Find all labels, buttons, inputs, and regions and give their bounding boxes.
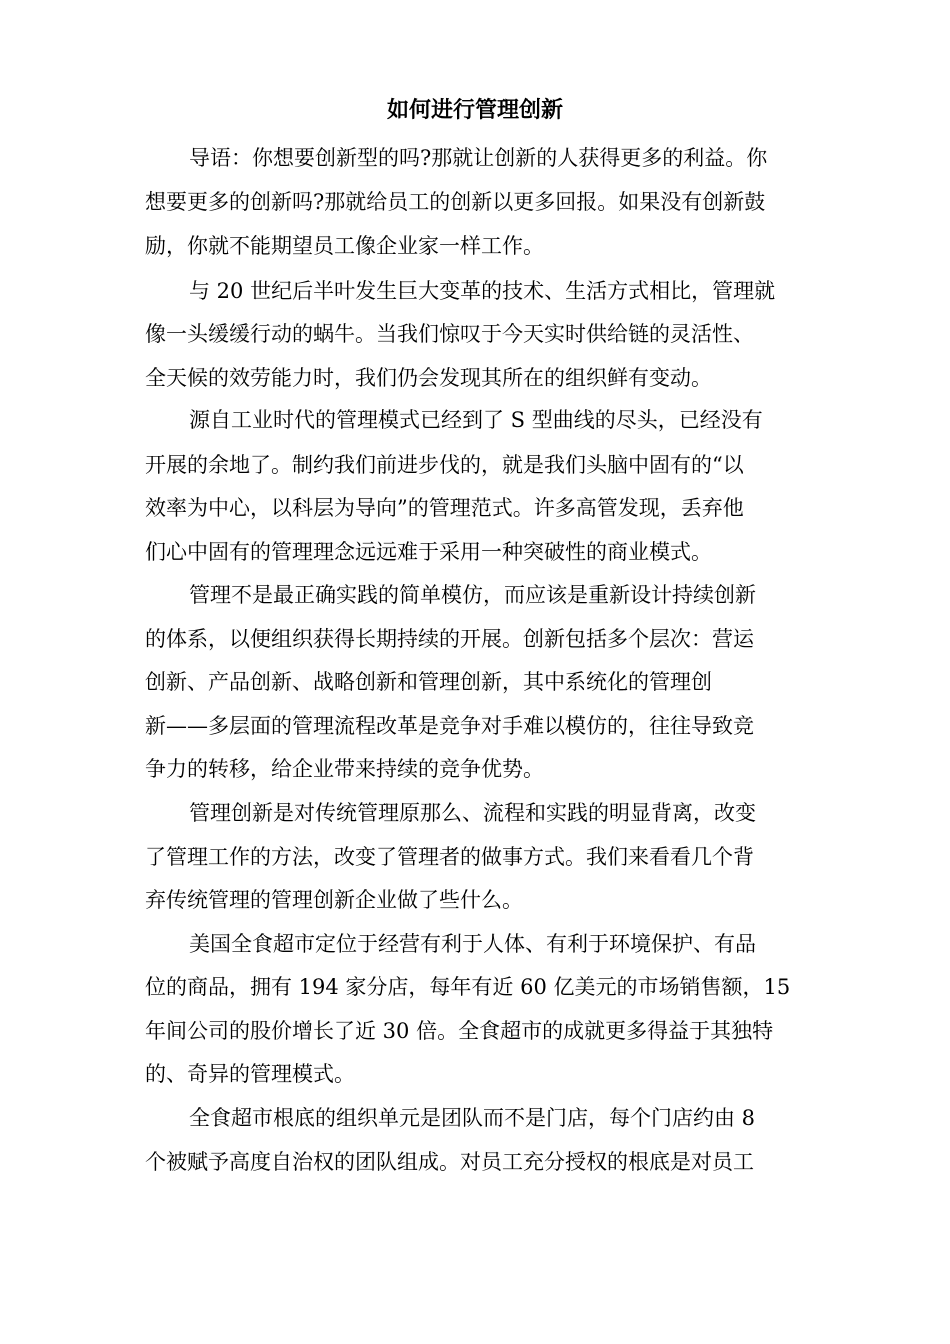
document-title: 如何进行管理创新 xyxy=(386,97,563,123)
text-line: 了管理工作的方法，改变了管理者的做事方式。我们来看看几个背 xyxy=(145,845,754,869)
text-line: 创新、产品创新、战略创新和管理创新，其中系统化的管理创 xyxy=(145,670,712,694)
text-line: 们心中固有的管理理念远远难于采用一种突破性的商业模式。 xyxy=(145,540,712,564)
text-line: 管理不是最正确实践的简单模仿，而应该是重新设计持续创新 xyxy=(189,583,756,607)
text-line: 美国全食超市定位于经营有利于人体、有利于环境保护、有品 xyxy=(189,932,756,956)
text-line: 的体系，以便组织获得长期持续的开展。创新包括多个层次：营运 xyxy=(145,627,754,651)
text-line: 效率为中心，以科层为导向”的管理范式。许多高管发现，丢弃他 xyxy=(145,496,744,520)
text-line: 与 20 世纪后半叶发生巨大变革的技术、生活方式相比，管理就 xyxy=(189,279,776,303)
text-line: 争力的转移，给企业带来持续的竞争优势。 xyxy=(145,757,544,781)
text-line: 励，你就不能期望员工像企业家一样工作。 xyxy=(145,234,544,258)
text-line: 全食超市根底的组织单元是团队而不是门店，每个门店约由 8 xyxy=(189,1106,756,1130)
text-line: 管理创新是对传统管理原那么、流程和实践的明显背离，改变 xyxy=(189,801,756,825)
text-line: 开展的余地了。制约我们前进步伐的，就是我们头脑中固有的“以 xyxy=(145,453,744,477)
text-line: 全天候的效劳能力时，我们仍会发现其所在的组织鲜有变动。 xyxy=(145,366,712,390)
text-line: 导语：你想要创新型的吗?那就让创新的人获得更多的利益。你 xyxy=(189,146,768,170)
text-line: 弃传统管理的管理创新企业做了些什么。 xyxy=(145,888,523,912)
text-line: 想要更多的创新吗?那就给员工的创新以更多回报。如果没有创新鼓 xyxy=(145,190,766,214)
text-line: 源自工业时代的管理模式已经到了 S 型曲线的尽头，已经没有 xyxy=(189,408,763,432)
text-line: 个被赋予高度自治权的团队组成。对员工充分授权的根底是对员工 xyxy=(145,1150,754,1174)
text-line: 新——多层面的管理流程改革是竞争对手难以模仿的，往往导致竞 xyxy=(145,714,754,738)
text-line: 像一头缓缓行动的蜗牛。当我们惊叹于今天实时供给链的灵活性、 xyxy=(145,322,754,346)
text-line: 年间公司的股价增长了近 30 倍。全食超市的成就更多得益于其独特 xyxy=(145,1019,774,1043)
text-line: 位的商品，拥有 194 家分店，每年有近 60 亿美元的市场销售额，15 xyxy=(145,975,791,999)
text-line: 的、奇异的管理模式。 xyxy=(145,1062,355,1086)
